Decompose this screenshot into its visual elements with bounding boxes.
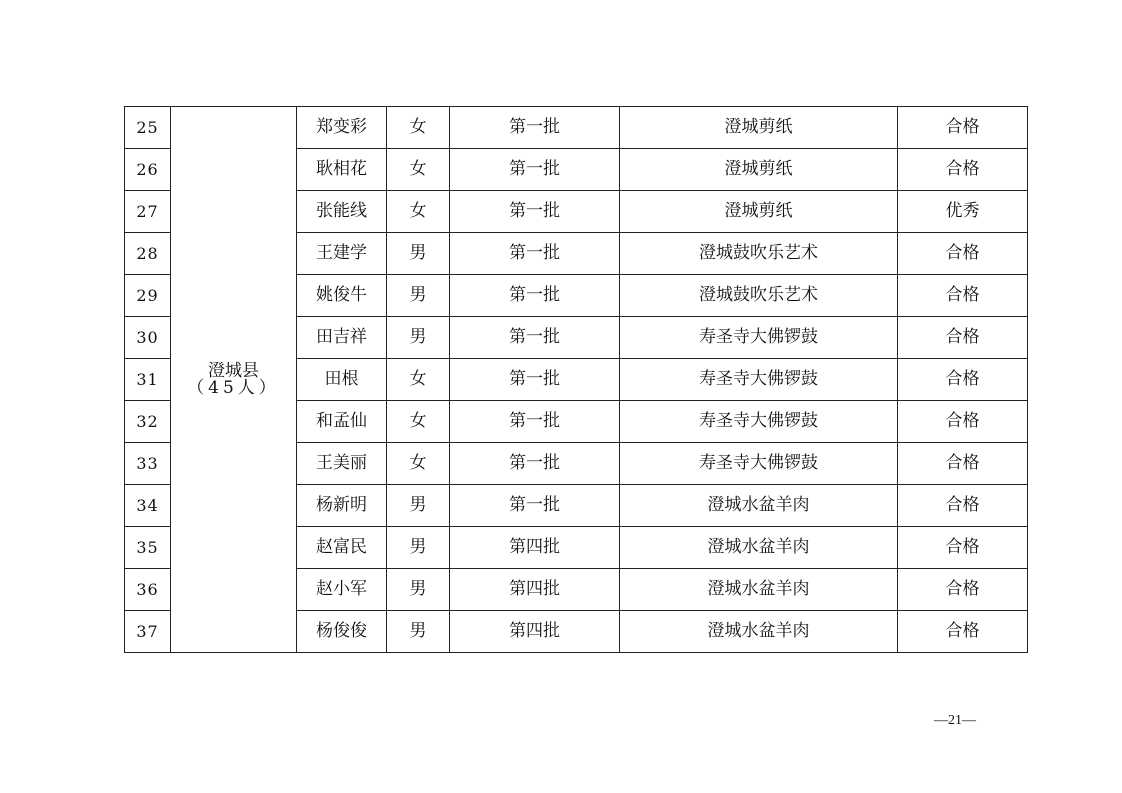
assessment-result: 优秀 bbox=[898, 191, 1028, 233]
person-name: 田吉祥 bbox=[297, 317, 387, 359]
gender: 男 bbox=[387, 611, 450, 653]
inheritor-table bbox=[124, 106, 1028, 653]
assessment-result: 合格 bbox=[898, 611, 1028, 653]
project-name: 寿圣寺大佛锣鼓 bbox=[620, 443, 898, 485]
person-name: 王建学 bbox=[297, 233, 387, 275]
gender: 女 bbox=[387, 443, 450, 485]
row-number: 36 bbox=[125, 569, 171, 611]
batch: 第一批 bbox=[450, 149, 620, 191]
assessment-result: 合格 bbox=[898, 233, 1028, 275]
gender: 女 bbox=[387, 401, 450, 443]
row-number: 34 bbox=[125, 485, 171, 527]
project-name: 澄城剪纸 bbox=[620, 149, 898, 191]
assessment-result: 合格 bbox=[898, 149, 1028, 191]
batch: 第一批 bbox=[450, 443, 620, 485]
gender: 女 bbox=[387, 107, 450, 149]
gender: 男 bbox=[387, 233, 450, 275]
project-name: 澄城水盆羊肉 bbox=[620, 527, 898, 569]
gender: 女 bbox=[387, 191, 450, 233]
gender: 女 bbox=[387, 359, 450, 401]
project-name: 澄城鼓吹乐艺术 bbox=[620, 275, 898, 317]
assessment-result: 合格 bbox=[898, 485, 1028, 527]
batch: 第一批 bbox=[450, 107, 620, 149]
assessment-result: 合格 bbox=[898, 443, 1028, 485]
row-number: 25 bbox=[125, 107, 171, 149]
row-number: 32 bbox=[125, 401, 171, 443]
assessment-result: 合格 bbox=[898, 317, 1028, 359]
batch: 第一批 bbox=[450, 401, 620, 443]
assessment-result: 合格 bbox=[898, 359, 1028, 401]
county-name: 澄城县 bbox=[208, 360, 259, 381]
batch: 第四批 bbox=[450, 569, 620, 611]
gender: 男 bbox=[387, 569, 450, 611]
table-row bbox=[125, 107, 1028, 149]
batch: 第一批 bbox=[450, 485, 620, 527]
person-name: 赵富民 bbox=[297, 527, 387, 569]
assessment-result: 合格 bbox=[898, 401, 1028, 443]
row-number: 37 bbox=[125, 611, 171, 653]
person-name: 和孟仙 bbox=[297, 401, 387, 443]
person-name: 姚俊牛 bbox=[297, 275, 387, 317]
county-cell bbox=[171, 107, 297, 653]
assessment-result: 合格 bbox=[898, 275, 1028, 317]
gender: 男 bbox=[387, 275, 450, 317]
row-number: 33 bbox=[125, 443, 171, 485]
page-number: —21— bbox=[934, 713, 976, 728]
project-name: 寿圣寺大佛锣鼓 bbox=[620, 401, 898, 443]
project-name: 澄城剪纸 bbox=[620, 107, 898, 149]
batch: 第一批 bbox=[450, 359, 620, 401]
assessment-result: 合格 bbox=[898, 569, 1028, 611]
person-name: 杨新明 bbox=[297, 485, 387, 527]
assessment-result: 合格 bbox=[898, 107, 1028, 149]
assessment-result: 合格 bbox=[898, 527, 1028, 569]
batch: 第四批 bbox=[450, 611, 620, 653]
gender: 女 bbox=[387, 149, 450, 191]
row-number: 35 bbox=[125, 527, 171, 569]
county-count: （45人） bbox=[187, 377, 280, 398]
gender: 男 bbox=[387, 317, 450, 359]
batch: 第四批 bbox=[450, 527, 620, 569]
project-name: 寿圣寺大佛锣鼓 bbox=[620, 359, 898, 401]
project-name: 澄城水盆羊肉 bbox=[620, 485, 898, 527]
batch: 第一批 bbox=[450, 233, 620, 275]
person-name: 王美丽 bbox=[297, 443, 387, 485]
project-name: 澄城水盆羊肉 bbox=[620, 569, 898, 611]
batch: 第一批 bbox=[450, 191, 620, 233]
row-number: 26 bbox=[125, 149, 171, 191]
person-name: 耿相花 bbox=[297, 149, 387, 191]
project-name: 澄城水盆羊肉 bbox=[620, 611, 898, 653]
row-number: 28 bbox=[125, 233, 171, 275]
person-name: 郑变彩 bbox=[297, 107, 387, 149]
project-name: 澄城鼓吹乐艺术 bbox=[620, 233, 898, 275]
person-name: 田根 bbox=[297, 359, 387, 401]
person-name: 赵小军 bbox=[297, 569, 387, 611]
gender: 男 bbox=[387, 485, 450, 527]
person-name: 杨俊俊 bbox=[297, 611, 387, 653]
row-number: 30 bbox=[125, 317, 171, 359]
project-name: 寿圣寺大佛锣鼓 bbox=[620, 317, 898, 359]
project-name: 澄城剪纸 bbox=[620, 191, 898, 233]
batch: 第一批 bbox=[450, 275, 620, 317]
gender: 男 bbox=[387, 527, 450, 569]
person-name: 张能线 bbox=[297, 191, 387, 233]
batch: 第一批 bbox=[450, 317, 620, 359]
row-number: 31 bbox=[125, 359, 171, 401]
row-number: 27 bbox=[125, 191, 171, 233]
row-number: 29 bbox=[125, 275, 171, 317]
